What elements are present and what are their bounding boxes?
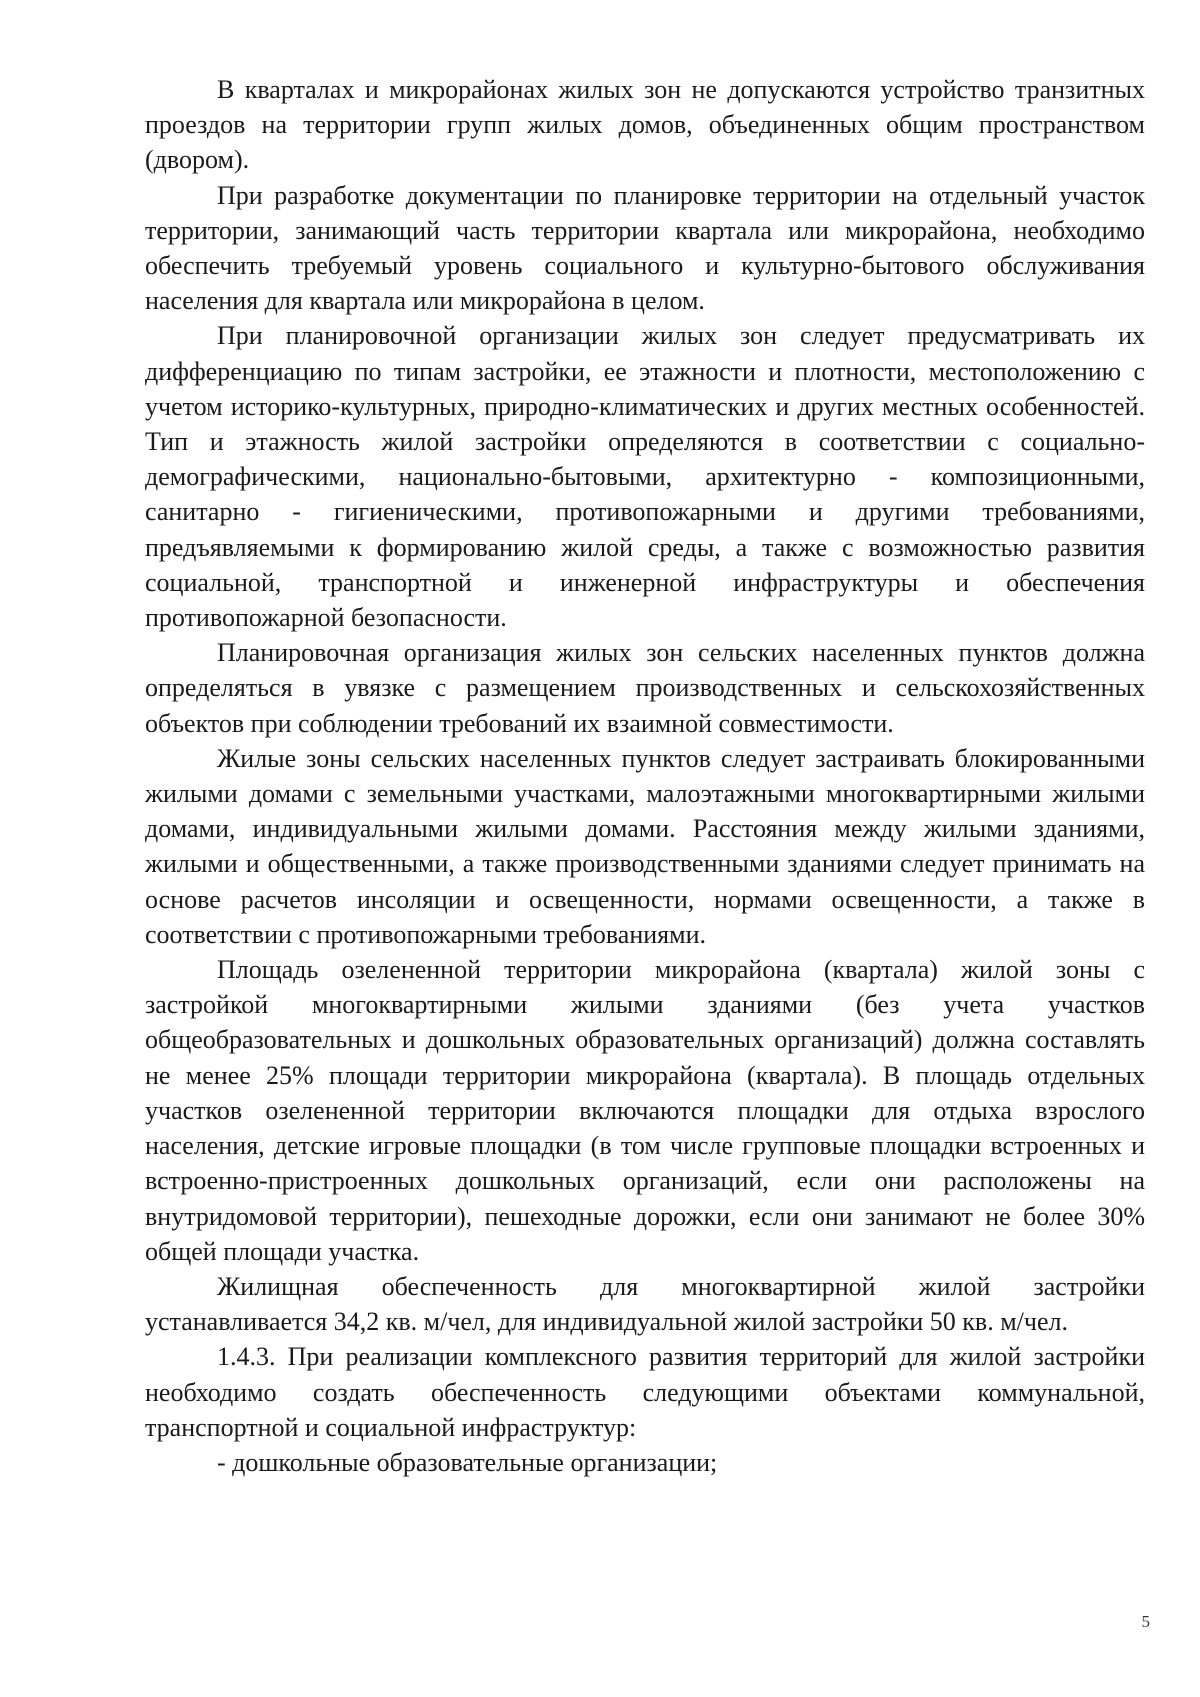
page-number: 5 <box>1141 1612 1150 1631</box>
paragraph-rural-building: Жилые зоны сельских населенных пунктов следует застраивать блокированными жилыми домами с земельными участками, малоэтажными многоквартирными жилыми домами, индивидуальными жилыми домами. Расстояния между жилыми зданиями, жилыми и общественными, а также производственными зданиями следует принимать на основе расчетов инсоляции и освещенности, нормами освещенности, а также в соответствии с противопожарными требованиями. <box>145 743 1145 949</box>
paragraph-zone-differentiation: При планировочной организации жилых зон следует предусматривать их дифференциацию по типам застройки, ее этажности и плотности, местоположению с учетом историко-культурных, природно-климатических и других местных особенностей. Тип и этажность жилой застройки определяются в соответствии с социально-демографическими, национально-бытовыми, архитектурно - композиционными, санитарно - гигиеническими, противопожарными и другими требованиями, предъявляемыми к формированию жилой среды, а также с возможностью развития социальной, транспортной и инженерной инфраструктуры и обеспечения противопожарной безопасности. <box>145 321 1145 633</box>
paragraph-planning-documentation: При разработке документации по планировке территории на отдельный участок территории, занимающий часть территории квартала или микрорайона, необходимо обеспечить требуемый уровень социального и культурно-бытового обслуживания населения для квартала или микрорайона в целом. <box>145 180 1145 316</box>
paragraph-rural-planning: Планировочная организация жилых зон сельских населенных пунктов должна определяться в увязке с размещением производственных и сельскохозяйственных объектов при соблюдении требований их взаимной совместимости. <box>145 638 1145 738</box>
document-body <box>145 72 1145 1480</box>
list-item-preschool: - дошкольные образовательные организации; <box>217 1447 718 1477</box>
paragraph-section-1-4-3: 1.4.3. При реализации комплексного развития территорий для жилой застройки необходимо создать обеспеченность следующими объектами коммунальной, транспортной и социальной инфраструктур: <box>145 1342 1145 1442</box>
paragraph-housing-provision: Жилищная обеспеченность для многоквартирной жилой застройки устанавливается 34,2 кв. м/чел, для индивидуальной жилой застройки 50 кв. м/чел. <box>145 1271 1145 1337</box>
paragraph-green-area: Площадь озелененной территории микрорайона (квартала) жилой зоны с застройкой многоквартирными жилыми зданиями (без учета участков общеобразовательных и дошкольных образовательных организаций) должна составлять не менее 25% площади территории микрорайона (квартала). В площадь отдельных участков озелененной территории включаются площадки для отдыха взрослого населения, детские игровые площадки (в том числе групповые площадки встроенных и встроенно-пристроенных дошкольных организаций, если они расположены на внутридомовой территории), пешеходные дорожки, если они занимают не более 30% общей площади участка. <box>145 955 1145 1266</box>
paragraph-transit-roads: В кварталах и микрорайонах жилых зон не допускаются устройство транзитных проездов на территории групп жилых домов, объединенных общим пространством (двором). <box>145 75 1145 175</box>
